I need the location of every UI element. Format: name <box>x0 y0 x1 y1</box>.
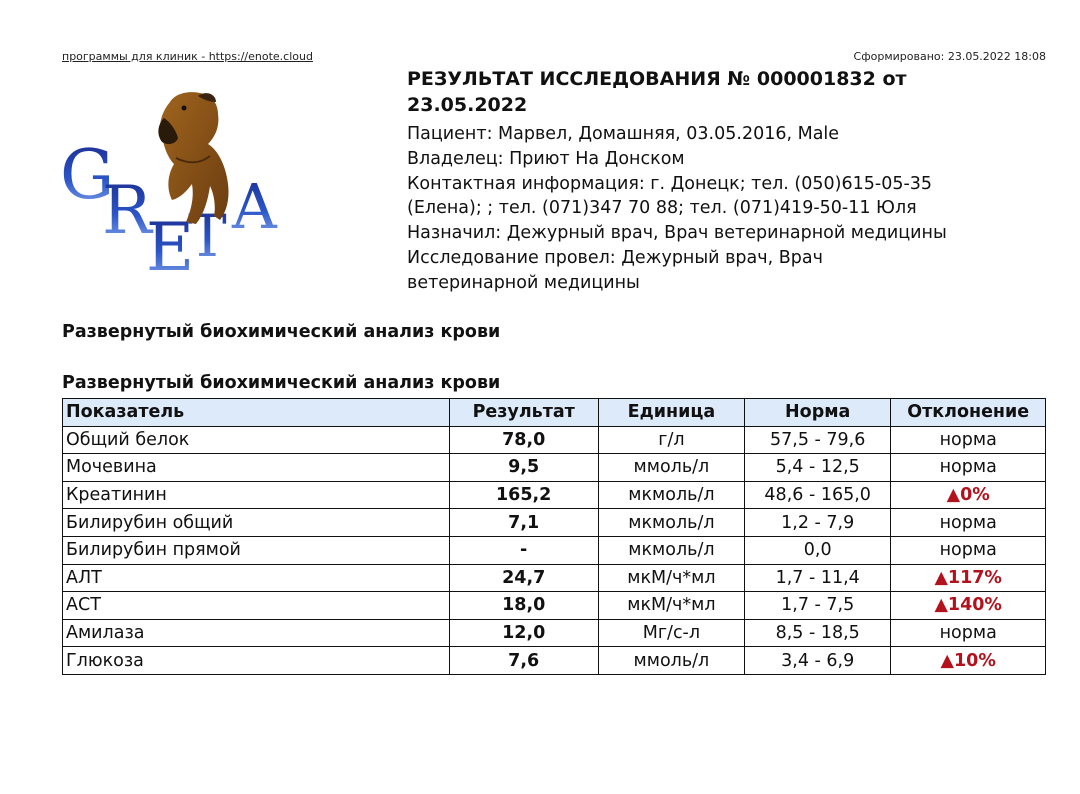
result-cell: 12,0 <box>449 619 598 647</box>
indicator-cell: АЛТ <box>63 564 450 592</box>
deviation-cell: ▲0% <box>891 481 1046 509</box>
result-cell: 9,5 <box>449 454 598 482</box>
norm-cell: 1,7 - 11,4 <box>744 564 890 592</box>
result-cell: 7,6 <box>449 647 598 675</box>
deviation-cell: ▲117% <box>891 564 1046 592</box>
assigned-by: Назначил: Дежурный врач, Врач ветеринарной медицины <box>407 223 947 244</box>
unit-cell: мкмоль/л <box>598 509 744 537</box>
table-header-row <box>63 399 1046 427</box>
deviation-cell: норма <box>891 619 1046 647</box>
performed-by-line1: Исследование провел: Дежурный врач, Врач <box>407 247 823 268</box>
report-title <box>407 66 1057 118</box>
table-title: Развернутый биохимический анализ крови <box>62 373 501 393</box>
norm-cell: 5,4 - 12,5 <box>744 454 890 482</box>
svg-text:T: T <box>188 202 227 270</box>
contact-info-line2: (Елена); ; тел. (071)347 70 88; тел. (071)419-50-11 Юля <box>407 198 917 219</box>
greta-logo-graphic <box>58 88 298 278</box>
generated-timestamp: Сформировано: 23.05.2022 18:08 <box>853 50 1046 63</box>
deviation-cell: ▲10% <box>891 647 1046 675</box>
indicator-cell: Общий белок <box>63 426 450 454</box>
header-result: Результат <box>449 399 598 427</box>
svg-text:G: G <box>60 136 115 215</box>
unit-cell: мкмоль/л <box>598 536 744 564</box>
unit-cell: мкМ/ч*мл <box>598 592 744 620</box>
svg-text:R: R <box>102 172 152 249</box>
unit-cell: ммоль/л <box>598 454 744 482</box>
contact-info-line1: Контактная информация: г. Донецк; тел. (050)615-05-35 <box>407 173 933 194</box>
norm-cell: 0,0 <box>744 536 890 564</box>
deviation-cell: норма <box>891 454 1046 482</box>
table-row <box>63 454 1046 482</box>
table-row <box>63 647 1046 675</box>
owner-info: Владелец: Приют На Донском <box>407 148 685 169</box>
header-unit: Единица <box>598 399 744 427</box>
deviation-cell: норма <box>891 426 1046 454</box>
result-cell: 7,1 <box>449 509 598 537</box>
unit-cell: г/л <box>598 426 744 454</box>
report-title-line1: РЕЗУЛЬТАТ ИССЛЕДОВАНИЯ № 000001832 от <box>407 68 907 90</box>
norm-cell: 1,2 - 7,9 <box>744 509 890 537</box>
deviation-cell: ▲140% <box>891 592 1046 620</box>
svg-text:E: E <box>146 209 195 278</box>
svg-text:A: A <box>232 170 277 243</box>
result-cell: 18,0 <box>449 592 598 620</box>
enote-link[interactable]: программы для клиник - https://enote.cloud <box>62 50 313 63</box>
norm-cell: 48,6 - 165,0 <box>744 481 890 509</box>
unit-cell: Мг/с-л <box>598 619 744 647</box>
report-title-line2: 23.05.2022 <box>407 94 528 116</box>
norm-cell: 3,4 - 6,9 <box>744 647 890 675</box>
indicator-cell: АСТ <box>63 592 450 620</box>
table-row <box>63 564 1046 592</box>
table-row <box>63 481 1046 509</box>
indicator-cell: Глюкоза <box>63 647 450 675</box>
header-deviation: Отклонение <box>891 399 1046 427</box>
indicator-cell: Билирубин общий <box>63 509 450 537</box>
indicator-cell: Амилаза <box>63 619 450 647</box>
deviation-cell: норма <box>891 536 1046 564</box>
table-row <box>63 536 1046 564</box>
unit-cell: мкМ/ч*мл <box>598 564 744 592</box>
table-row <box>63 509 1046 537</box>
indicator-cell: Мочевина <box>63 454 450 482</box>
unit-cell: ммоль/л <box>598 647 744 675</box>
section-title: Развернутый биохимический анализ крови <box>62 322 501 342</box>
table-row <box>63 426 1046 454</box>
result-cell: - <box>449 536 598 564</box>
deviation-cell: норма <box>891 509 1046 537</box>
result-cell: 165,2 <box>449 481 598 509</box>
results-body <box>63 426 1046 674</box>
norm-cell: 8,5 - 18,5 <box>744 619 890 647</box>
table-row <box>63 592 1046 620</box>
header-norm: Норма <box>744 399 890 427</box>
result-cell: 24,7 <box>449 564 598 592</box>
norm-cell: 1,7 - 7,5 <box>744 592 890 620</box>
performed-by-line2: ветеринарной медицины <box>407 272 640 293</box>
patient-info: Пациент: Марвел, Домашняя, 03.05.2016, Male <box>407 124 840 144</box>
report-header <box>407 66 1057 296</box>
header-indicator: Показатель <box>63 399 450 427</box>
norm-cell: 57,5 - 79,6 <box>744 426 890 454</box>
clinic-logo <box>58 88 298 278</box>
dog-airedale-icon <box>158 92 228 224</box>
result-cell: 78,0 <box>449 426 598 454</box>
results-table <box>62 398 1046 675</box>
table-row <box>63 619 1046 647</box>
unit-cell: мкмоль/л <box>598 481 744 509</box>
indicator-cell: Билирубин прямой <box>63 536 450 564</box>
indicator-cell: Креатинин <box>63 481 450 509</box>
